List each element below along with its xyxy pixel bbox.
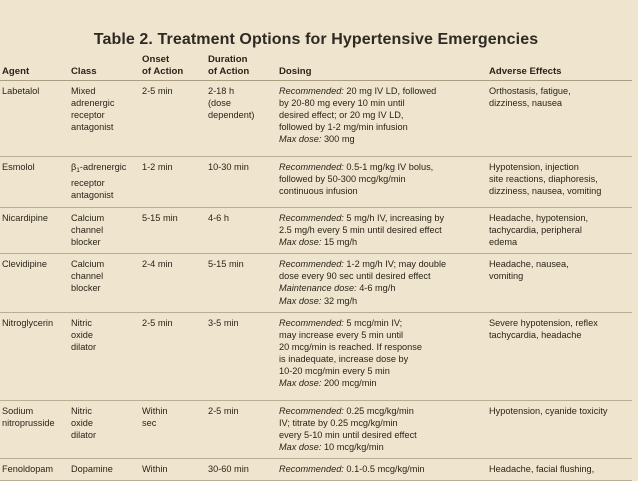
- dosing-line: Recommended: 0.5-1 mg/kg IV bolus,: [279, 162, 434, 172]
- cell-duration: [206, 400, 277, 458]
- cell-adverse-effects: [487, 208, 632, 254]
- dosing-line: continuous infusion: [279, 186, 358, 197]
- adverse-text: Orthostasis, fatigue,: [489, 86, 571, 96]
- cell-dosing: [277, 81, 487, 157]
- cell-agent: [0, 81, 69, 157]
- dosing-line: Max dose: 15 mg/h: [279, 237, 358, 248]
- cell-class: [69, 400, 140, 458]
- dosing-line: Max dose: 300 mg: [279, 134, 355, 145]
- dosing-line: Recommended: 0.25 mcg/kg/min: [279, 405, 414, 416]
- cell-class: [69, 81, 140, 157]
- class-text: adrenergic: [71, 98, 115, 109]
- table-row: [0, 400, 632, 458]
- dosing-line: Recommended: 1-2 mg/h IV; may double: [279, 259, 447, 270]
- duration-text: 3-5 min: [208, 317, 239, 328]
- dosing-line: 10-20 mcg/min every 5 min: [279, 366, 390, 377]
- cell-agent: [0, 208, 69, 254]
- dosing-label: Max dose:: [279, 378, 322, 389]
- adverse-text: Hypotension, cyanide toxicity: [489, 405, 608, 416]
- agent-text: Clevidipine: [2, 259, 47, 270]
- adverse-text: tachycardia, peripheral: [489, 225, 582, 236]
- onset-text: 1-2 min: [142, 162, 173, 172]
- cell-agent: [0, 157, 69, 208]
- dosing-label: Maintenance dose:: [279, 283, 357, 294]
- header-onset: Onset of Action: [140, 49, 206, 81]
- onset-text: Within: [142, 464, 168, 475]
- adverse-text: dizziness, nausea, vomiting: [489, 186, 602, 197]
- cell-adverse-effects: [487, 459, 632, 481]
- table-row: [0, 254, 632, 312]
- class-text: channel: [71, 225, 104, 236]
- cell-class: [69, 459, 140, 481]
- agent-text: Labetalol: [2, 86, 40, 96]
- agent-text: Nitroglycerin: [2, 317, 54, 328]
- cell-duration: [206, 81, 277, 157]
- cell-dosing: [277, 459, 487, 481]
- table-row: [0, 157, 632, 208]
- cell-onset: [140, 459, 206, 481]
- cell-dosing: [277, 312, 487, 400]
- cell-adverse-effects: [487, 312, 632, 400]
- adverse-text: edema: [489, 237, 518, 248]
- class-text: receptor: [71, 110, 105, 121]
- cell-dosing: [277, 254, 487, 312]
- dosing-label: Recommended:: [279, 405, 344, 416]
- class-text: Mixed: [71, 86, 96, 96]
- cell-onset: [140, 81, 206, 157]
- dosing-line: every 5-10 min until desired effect: [279, 429, 417, 440]
- dosing-label: Max dose:: [279, 134, 322, 145]
- table-row: [0, 208, 632, 254]
- agent-text: Fenoldopam: [2, 464, 54, 475]
- cell-dosing: [277, 157, 487, 208]
- adverse-text: tachycardia, headache: [489, 329, 582, 340]
- dosing-label: Recommended:: [279, 464, 344, 475]
- class-text: antagonist: [71, 190, 114, 201]
- cell-duration: [206, 312, 277, 400]
- cell-onset: [140, 400, 206, 458]
- dosing-line: 20 mcg/min is reached. If response: [279, 341, 422, 352]
- duration-text: 5-15 min: [208, 259, 244, 270]
- cell-class: [69, 157, 140, 208]
- class-text: Nitric: [71, 317, 92, 328]
- class-text: dilator: [71, 429, 97, 440]
- class-text: receptor: [71, 178, 105, 189]
- class-text: $\beta_1$-adrenergic: [71, 162, 127, 174]
- dosing-label: Recommended:: [279, 86, 344, 96]
- cell-adverse-effects: [487, 400, 632, 458]
- dosing-line: Max dose: 10 mcg/kg/min: [279, 441, 384, 452]
- adverse-text: Hypotension, injection: [489, 162, 579, 172]
- cell-duration: [206, 208, 277, 254]
- cell-duration: [206, 254, 277, 312]
- dosing-label: Recommended:: [279, 317, 344, 328]
- class-text: blocker: [71, 237, 101, 248]
- class-text: Calcium: [71, 213, 105, 223]
- class-text: oxide: [71, 417, 93, 428]
- cell-adverse-effects: [487, 81, 632, 157]
- dosing-line: Recommended: 0.1-0.5 mcg/kg/min: [279, 464, 425, 475]
- dosing-line: Maintenance dose: 4-6 mg/h: [279, 283, 396, 294]
- dosing-line: by 20-80 mg every 10 min until: [279, 98, 405, 109]
- duration-text: 30-60 min: [208, 464, 249, 475]
- dosing-line: desired effect; or 20 mg IV LD,: [279, 110, 404, 121]
- class-text: antagonist: [71, 122, 114, 133]
- cell-adverse-effects: [487, 254, 632, 312]
- cell-class: [69, 254, 140, 312]
- dosing-line: followed by 1-2 mg/min infusion: [279, 122, 408, 133]
- dosing-line: Max dose: 200 mcg/min: [279, 378, 377, 389]
- subscript: 1: [76, 167, 80, 174]
- cell-agent: [0, 400, 69, 458]
- class-text: Nitric: [71, 405, 92, 416]
- header-class: Class: [69, 49, 140, 81]
- dosing-label: Max dose:: [279, 441, 322, 452]
- onset-text: 2-5 min: [142, 86, 173, 96]
- class-text: Calcium: [71, 259, 105, 270]
- cell-onset: [140, 312, 206, 400]
- duration-text: dependent): [208, 110, 255, 121]
- cell-dosing: [277, 400, 487, 458]
- header-agent: Agent: [0, 49, 69, 81]
- table-body: [0, 81, 632, 481]
- cell-adverse-effects: [487, 157, 632, 208]
- dosing-line: Recommended: 5 mg/h IV, increasing by: [279, 213, 445, 223]
- table-title: Table 2. Treatment Options for Hypertensive Emergencies: [93, 31, 539, 48]
- agent-text: Sodium: [2, 405, 34, 416]
- adverse-text: Headache, hypotension,: [489, 213, 589, 223]
- cell-class: [69, 208, 140, 254]
- dosing-label: Recommended:: [279, 162, 344, 172]
- cell-agent: [0, 312, 69, 400]
- cell-duration: [206, 157, 277, 208]
- adverse-text: Headache, facial flushing,: [489, 464, 595, 475]
- cell-class: [69, 312, 140, 400]
- dosing-line: Max dose: 32 mg/h: [279, 295, 358, 306]
- adverse-text: site reactions, diaphoresis,: [489, 174, 598, 185]
- cell-onset: [140, 157, 206, 208]
- dosing-label: Max dose:: [279, 237, 322, 248]
- adverse-text: Severe hypotension, reflex: [489, 317, 598, 328]
- dosing-line: may increase every 5 min until: [279, 329, 404, 340]
- duration-text: (dose: [208, 98, 231, 109]
- duration-text: 10-30 min: [208, 162, 249, 172]
- header-adverse-effects: Adverse Effects: [487, 49, 632, 81]
- cell-duration: [206, 459, 277, 481]
- class-text: Dopamine: [71, 464, 113, 475]
- agent-text: Esmolol: [2, 162, 35, 172]
- dosing-line: dose every 90 sec until desired effect: [279, 271, 431, 282]
- dosing-line: IV; titrate by 0.25 mcg/kg/min: [279, 417, 398, 428]
- class-text: dilator: [71, 341, 97, 352]
- dosing-label: Recommended:: [279, 259, 344, 270]
- table-row: [0, 81, 632, 157]
- dosing-label: Max dose:: [279, 295, 322, 306]
- class-text: blocker: [71, 283, 101, 294]
- cell-agent: [0, 254, 69, 312]
- table-row: [0, 312, 632, 400]
- duration-text: 4-6 h: [208, 213, 229, 223]
- cell-dosing: [277, 208, 487, 254]
- dosing-line: is inadequate, increase dose by: [279, 353, 409, 364]
- class-text: oxide: [71, 329, 93, 340]
- adverse-text: dizziness, nausea: [489, 98, 563, 109]
- cell-agent: [0, 459, 69, 481]
- onset-text: 5-15 min: [142, 213, 178, 223]
- dosing-line: followed by 50-300 mcg/kg/min: [279, 174, 406, 185]
- onset-text: Within: [142, 405, 168, 416]
- dosing-line: Recommended: 20 mg IV LD, followed: [279, 86, 437, 96]
- onset-text: sec: [142, 417, 157, 428]
- cell-onset: [140, 254, 206, 312]
- class-text: channel: [71, 271, 104, 282]
- agent-text: nitroprusside: [2, 417, 55, 428]
- table-row: [0, 459, 632, 481]
- adverse-text: Headache, nausea,: [489, 259, 569, 270]
- treatment-table: [0, 49, 632, 481]
- cell-onset: [140, 208, 206, 254]
- header-duration: Duration of Action: [206, 49, 277, 81]
- adverse-text: vomiting: [489, 271, 524, 282]
- duration-text: 2-18 h: [208, 86, 235, 96]
- duration-text: 2-5 min: [208, 405, 239, 416]
- dosing-label: Recommended:: [279, 213, 344, 223]
- dosing-line: 2.5 mg/h every 5 min until desired effect: [279, 225, 442, 236]
- dosing-line: Recommended: 5 mcg/min IV;: [279, 317, 403, 328]
- agent-text: Nicardipine: [2, 213, 48, 223]
- header-row: [0, 49, 632, 81]
- onset-text: 2-5 min: [142, 317, 173, 328]
- header-dosing: Dosing: [277, 49, 487, 81]
- onset-text: 2-4 min: [142, 259, 173, 270]
